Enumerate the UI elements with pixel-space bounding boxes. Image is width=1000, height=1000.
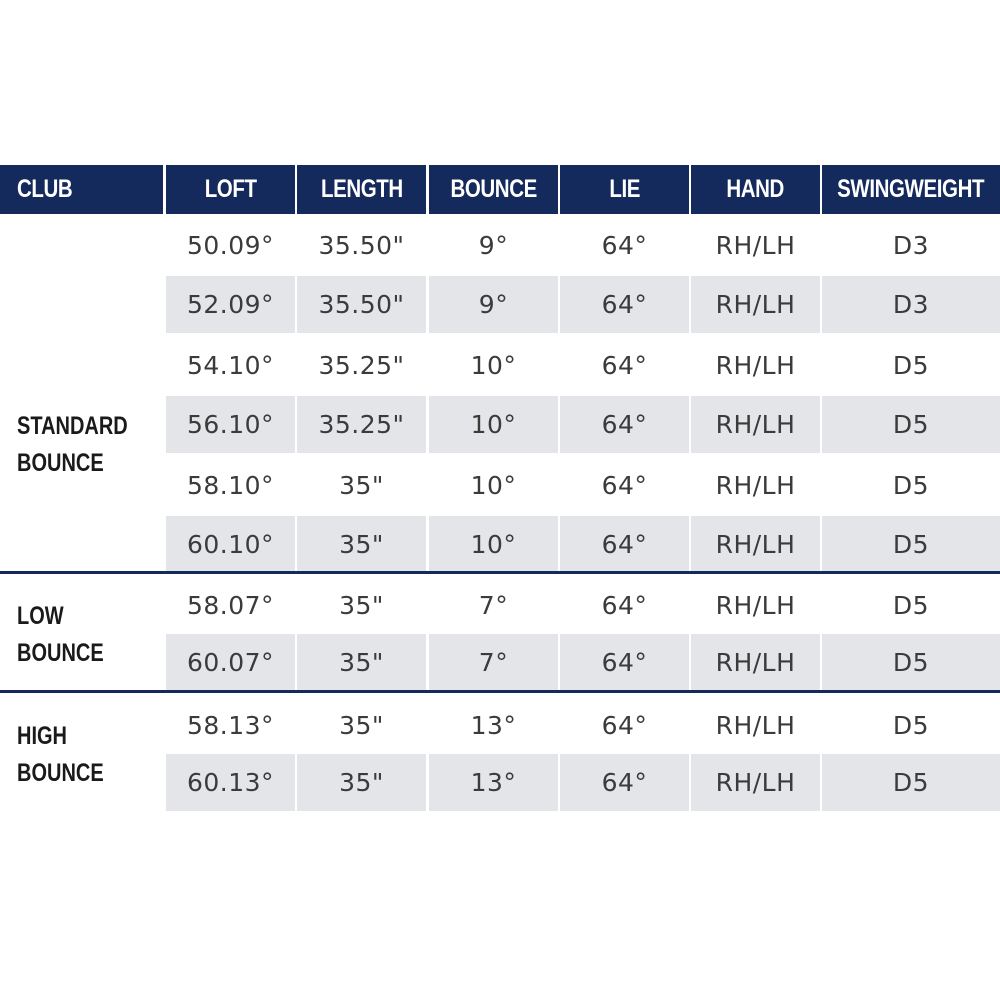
cell-loft: 60.13° bbox=[166, 754, 295, 811]
cell-swingweight: D5 bbox=[892, 710, 930, 740]
group-low-bounce bbox=[0, 575, 1000, 692]
table-row bbox=[0, 335, 1000, 395]
group-label-line1: LOW bbox=[17, 602, 64, 630]
cell-length: 35.25" bbox=[297, 396, 426, 453]
cell-loft: 60.10° bbox=[166, 516, 295, 573]
cell-bounce: 10° bbox=[470, 350, 517, 380]
cell-loft: 58.13° bbox=[186, 710, 275, 740]
group-label-line2: BOUNCE bbox=[17, 449, 104, 477]
cell-swingweight: D5 bbox=[822, 634, 1000, 691]
cell-hand: RH/LH bbox=[691, 754, 820, 811]
cell-loft: 60.07° bbox=[166, 634, 295, 691]
cell-length: 35.50" bbox=[318, 230, 405, 260]
cell-bounce: 13° bbox=[470, 710, 517, 740]
cell-length: 35" bbox=[339, 470, 384, 500]
column-header-loft: LOFT bbox=[166, 165, 295, 214]
table-header-row bbox=[0, 165, 1000, 214]
cell-length: 35" bbox=[297, 754, 426, 811]
group-label-line2: BOUNCE bbox=[17, 639, 104, 667]
cell-length: 35.25" bbox=[318, 350, 405, 380]
cell-hand: RH/LH bbox=[715, 470, 796, 500]
cell-loft: 50.09° bbox=[186, 230, 275, 260]
cell-swingweight: D5 bbox=[822, 396, 1000, 453]
table-row bbox=[0, 753, 1000, 813]
cell-hand: RH/LH bbox=[691, 396, 820, 453]
cell-lie: 64° bbox=[601, 710, 648, 740]
table-row bbox=[0, 275, 1000, 335]
cell-hand: RH/LH bbox=[715, 590, 796, 620]
column-header-length: LENGTH bbox=[297, 165, 426, 214]
cell-lie: 64° bbox=[560, 516, 689, 573]
cell-bounce: 10° bbox=[470, 470, 517, 500]
cell-swingweight: D5 bbox=[822, 754, 1000, 811]
cell-hand: RH/LH bbox=[715, 230, 796, 260]
cell-lie: 64° bbox=[560, 396, 689, 453]
cell-lie: 64° bbox=[601, 350, 648, 380]
cell-loft: 52.09° bbox=[166, 276, 295, 333]
cell-length: 35" bbox=[339, 710, 384, 740]
group-label-line2: BOUNCE bbox=[17, 759, 104, 787]
cell-loft: 58.10° bbox=[186, 470, 275, 500]
cell-hand: RH/LH bbox=[691, 276, 820, 333]
group-divider bbox=[0, 690, 1000, 693]
cell-swingweight: D5 bbox=[822, 516, 1000, 573]
cell-lie: 64° bbox=[601, 590, 648, 620]
cell-swingweight: D5 bbox=[892, 470, 930, 500]
cell-lie: 64° bbox=[601, 230, 648, 260]
cell-bounce: 13° bbox=[429, 754, 558, 811]
column-header-lie: LIE bbox=[560, 165, 689, 214]
cell-bounce: 9° bbox=[429, 276, 558, 333]
cell-length: 35.50" bbox=[297, 276, 426, 333]
cell-length: 35" bbox=[339, 590, 384, 620]
column-header-club: CLUB bbox=[0, 165, 163, 214]
cell-hand: RH/LH bbox=[715, 350, 796, 380]
cell-swingweight: D3 bbox=[822, 276, 1000, 333]
group-standard-bounce bbox=[0, 215, 1000, 572]
cell-hand: RH/LH bbox=[691, 634, 820, 691]
cell-lie: 64° bbox=[601, 470, 648, 500]
table-row bbox=[0, 633, 1000, 693]
cell-bounce: 7° bbox=[478, 590, 509, 620]
cell-hand: RH/LH bbox=[691, 516, 820, 573]
cell-swingweight: D5 bbox=[892, 590, 930, 620]
cell-lie: 64° bbox=[560, 634, 689, 691]
column-header-swingweight: SWINGWEIGHT bbox=[822, 165, 1000, 214]
table-row bbox=[0, 515, 1000, 575]
cell-bounce: 10° bbox=[429, 516, 558, 573]
cell-lie: 64° bbox=[560, 276, 689, 333]
table-row bbox=[0, 575, 1000, 635]
cell-bounce: 7° bbox=[429, 634, 558, 691]
table-row bbox=[0, 215, 1000, 275]
group-divider bbox=[0, 571, 1000, 574]
table-row bbox=[0, 395, 1000, 455]
cell-loft: 54.10° bbox=[186, 350, 275, 380]
table-row bbox=[0, 455, 1000, 515]
group-high-bounce bbox=[0, 695, 1000, 813]
cell-bounce: 10° bbox=[429, 396, 558, 453]
cell-length: 35" bbox=[297, 516, 426, 573]
cell-loft: 58.07° bbox=[186, 590, 275, 620]
column-header-bounce: BOUNCE bbox=[429, 165, 558, 214]
group-label-line1: HIGH bbox=[17, 722, 67, 750]
cell-lie: 64° bbox=[560, 754, 689, 811]
cell-swingweight: D5 bbox=[892, 350, 930, 380]
group-label-line1: STANDARD bbox=[17, 412, 128, 440]
cell-hand: RH/LH bbox=[715, 710, 796, 740]
cell-bounce: 9° bbox=[478, 230, 509, 260]
cell-length: 35" bbox=[297, 634, 426, 691]
cell-swingweight: D3 bbox=[892, 230, 930, 260]
column-header-hand: HAND bbox=[691, 165, 820, 214]
cell-loft: 56.10° bbox=[166, 396, 295, 453]
table-row bbox=[0, 695, 1000, 755]
